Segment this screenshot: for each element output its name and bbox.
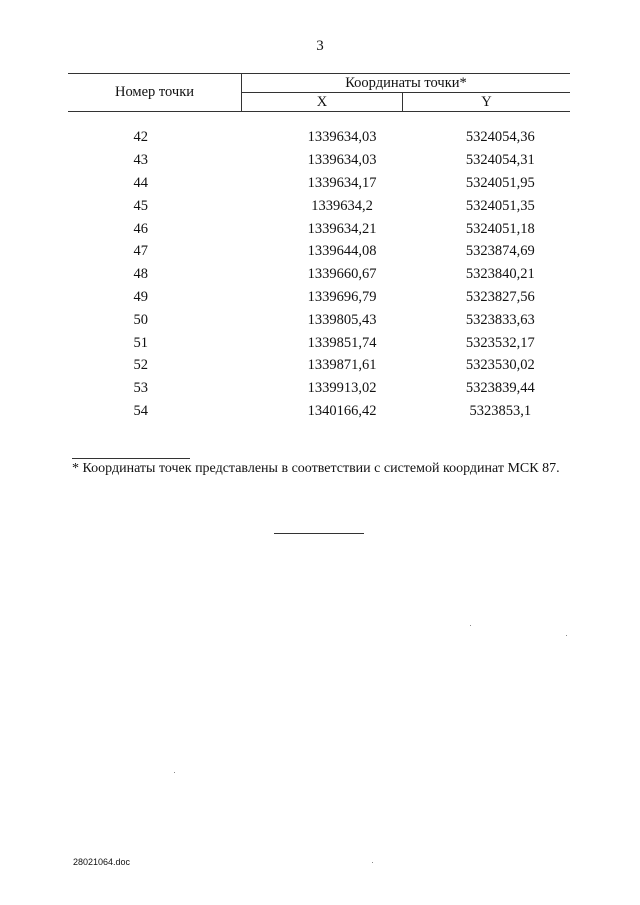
table-row xyxy=(68,308,570,331)
cell-point: 53 xyxy=(133,380,148,397)
cell-y: 5323839,44 xyxy=(465,380,535,397)
table-row xyxy=(68,400,570,423)
cell-point: 44 xyxy=(133,174,148,191)
cell-y: 5323874,69 xyxy=(465,243,535,260)
footnote-separator xyxy=(72,458,190,459)
cell-y: 5323530,02 xyxy=(465,357,535,374)
cell-x: 1339634,03 xyxy=(307,129,377,146)
cell-point: 45 xyxy=(133,197,148,214)
cell-point: 42 xyxy=(133,129,148,146)
cell-y: 5323827,56 xyxy=(465,288,535,305)
cell-x: 1339634,2 xyxy=(311,197,373,214)
cell-x: 1339851,74 xyxy=(307,334,377,351)
table-row xyxy=(68,263,570,286)
end-of-document-rule xyxy=(274,533,364,534)
coordinates-table xyxy=(68,73,570,422)
table-body xyxy=(68,112,570,423)
cell-x: 1339634,03 xyxy=(307,152,377,169)
scan-speck xyxy=(566,635,567,636)
cell-x: 1339644,08 xyxy=(307,243,377,260)
cell-y: 5323532,17 xyxy=(465,334,535,351)
cell-x: 1339634,17 xyxy=(307,174,377,191)
cell-point: 50 xyxy=(133,311,148,328)
table-row xyxy=(68,354,570,377)
scan-speck xyxy=(174,772,175,773)
page-number: 3 xyxy=(316,38,324,54)
document-file-id: 28021064.doc xyxy=(73,857,131,867)
cell-point: 48 xyxy=(133,266,148,283)
cell-x: 1339696,79 xyxy=(307,288,377,305)
header-point-number: Номер точки xyxy=(68,74,242,112)
table-row xyxy=(68,331,570,354)
header-y: Y xyxy=(403,93,571,112)
cell-point: 52 xyxy=(133,357,148,374)
table-row xyxy=(68,149,570,172)
cell-point: 46 xyxy=(133,220,148,237)
cell-x: 1339634,21 xyxy=(307,220,377,237)
cell-y: 5324054,31 xyxy=(465,152,535,169)
table-row xyxy=(68,217,570,240)
table-row xyxy=(68,172,570,195)
cell-x: 1339805,43 xyxy=(307,311,377,328)
cell-x: 1340166,42 xyxy=(307,402,377,419)
cell-x: 1339871,61 xyxy=(307,357,377,374)
cell-y: 5324051,95 xyxy=(465,174,535,191)
table-row xyxy=(68,194,570,217)
cell-point: 47 xyxy=(133,243,148,260)
cell-y: 5323833,63 xyxy=(465,311,535,328)
scan-speck xyxy=(372,862,373,863)
cell-point: 54 xyxy=(133,402,148,419)
header-coordinates: Координаты точки* xyxy=(242,74,571,93)
table-row xyxy=(68,377,570,400)
footnote: * Координаты точек представлены в соответствии с системой координат МСК 87. xyxy=(72,461,560,476)
cell-y: 5323840,21 xyxy=(465,266,535,283)
header-x: X xyxy=(242,93,403,112)
cell-y: 5323853,1 xyxy=(469,402,532,419)
cell-y: 5324051,35 xyxy=(465,197,535,214)
cell-x: 1339913,02 xyxy=(307,380,377,397)
scan-speck xyxy=(470,625,471,626)
cell-point: 43 xyxy=(133,152,148,169)
cell-y: 5324051,18 xyxy=(465,220,535,237)
cell-x: 1339660,67 xyxy=(307,266,377,283)
table-row xyxy=(68,286,570,309)
cell-y: 5324054,36 xyxy=(465,129,535,146)
cell-point: 51 xyxy=(133,334,148,351)
table-row xyxy=(68,126,570,149)
table-row xyxy=(68,240,570,263)
cell-point: 49 xyxy=(133,288,148,305)
